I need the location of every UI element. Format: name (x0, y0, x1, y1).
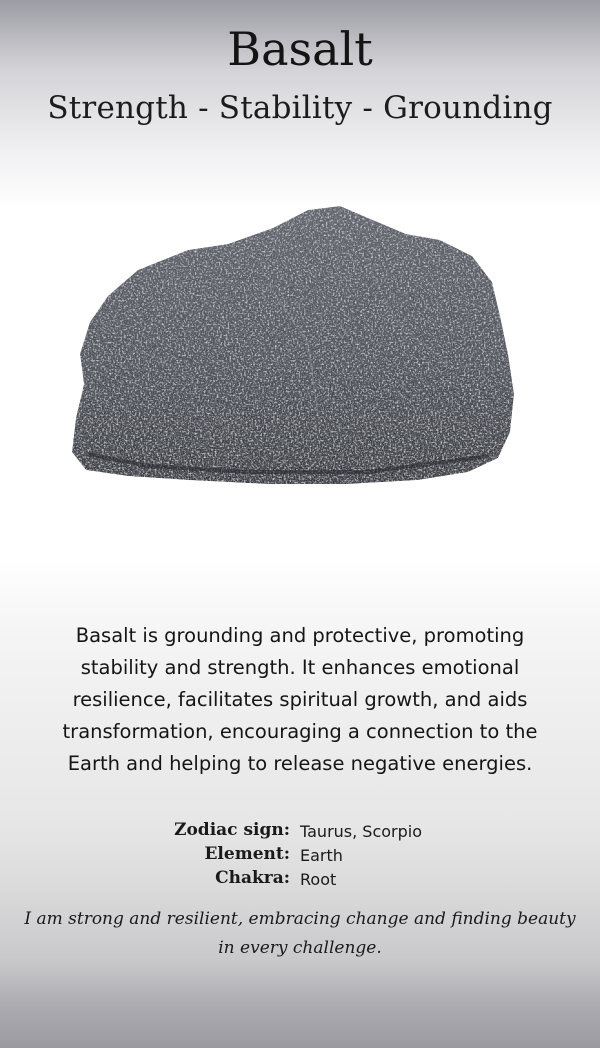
fact-label: Chakra: (215, 868, 290, 888)
stone-subtitle: Strength - Stability - Grounding (47, 90, 553, 126)
fact-element (0, 844, 600, 868)
fact-value: Taurus, Scorpio (300, 822, 423, 841)
fact-zodiac (0, 820, 600, 844)
stone-title: Basalt (227, 22, 373, 76)
fact-chakra (0, 868, 600, 892)
fact-label: Element: (204, 844, 290, 864)
stone-description: Basalt is grounding and protective, promoting stability and strength. It enhances emotional resilience, facilitates spiritual growth, and aids transformation, encouraging a connection to the Earth and helping to release negative energies. (62, 624, 538, 775)
fact-value: Earth (300, 846, 343, 865)
stone-facts (0, 820, 600, 892)
fact-value: Root (300, 870, 337, 889)
affirmation-text: I am strong and resilient, embracing change and finding beauty in every challenge. (24, 909, 576, 958)
fact-label: Zodiac sign: (174, 820, 290, 840)
basalt-stone-image (68, 204, 516, 490)
